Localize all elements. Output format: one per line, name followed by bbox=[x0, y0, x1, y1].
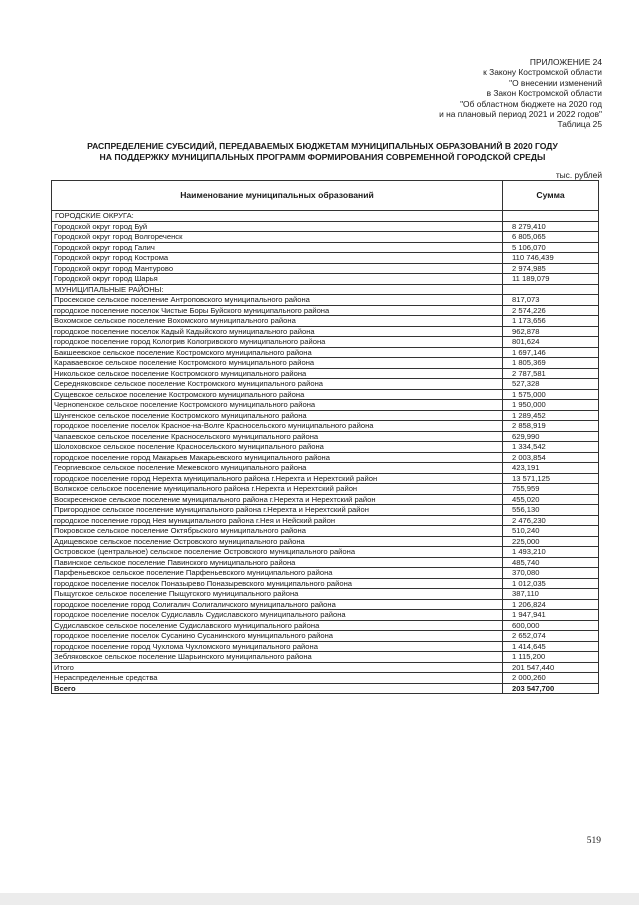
table-row bbox=[52, 484, 599, 495]
amount-value: 1 012,035 bbox=[503, 578, 599, 589]
amount-value: 2 858,919 bbox=[503, 421, 599, 432]
municipality-name: Адищевское сельское поселение Островского муниципального района bbox=[52, 536, 503, 547]
header-line: к Закону Костромской области bbox=[483, 67, 602, 78]
table-row bbox=[52, 410, 599, 421]
table-row bbox=[52, 242, 599, 253]
amount-value: 556,130 bbox=[503, 505, 599, 516]
table-row bbox=[52, 662, 599, 673]
amount-value: 1 493,210 bbox=[503, 547, 599, 558]
table-row bbox=[52, 389, 599, 400]
amount-value: 1 334,542 bbox=[503, 442, 599, 453]
municipality-name: Вохомское сельское поселение Вохомского муниципального района bbox=[52, 316, 503, 327]
scan-edge bbox=[0, 893, 639, 905]
table-row bbox=[52, 494, 599, 505]
municipality-name: Георгиевское сельское поселение Межевского муниципального района bbox=[52, 463, 503, 474]
table-row bbox=[52, 652, 599, 663]
table-row bbox=[52, 431, 599, 442]
municipality-name: городское поселение поселок Сусанино Сусанинского муниципального района bbox=[52, 631, 503, 642]
table-row bbox=[52, 557, 599, 568]
table-row bbox=[52, 347, 599, 358]
table-row bbox=[52, 683, 599, 694]
municipality-name: Пригородное сельское поселение муниципального района г.Нерехта и Нерехтский район bbox=[52, 505, 503, 516]
table-row bbox=[52, 295, 599, 306]
table-row bbox=[52, 568, 599, 579]
table-row bbox=[52, 326, 599, 337]
table-header-row bbox=[52, 181, 599, 211]
municipality-name: Парфеньевское сельское поселение Парфеньевского муниципального района bbox=[52, 568, 503, 579]
amount-value bbox=[503, 284, 599, 295]
table-row bbox=[52, 400, 599, 411]
municipality-name: Итого bbox=[52, 662, 503, 673]
municipality-name: Середняковское сельское поселение Костромского муниципального района bbox=[52, 379, 503, 390]
amount-value: 527,328 bbox=[503, 379, 599, 390]
table-row bbox=[52, 232, 599, 243]
municipality-name: Сущевское сельское поселение Костромского муниципального района bbox=[52, 389, 503, 400]
amount-value: 1 575,000 bbox=[503, 389, 599, 400]
amount-value: 423,191 bbox=[503, 463, 599, 474]
table-row bbox=[52, 589, 599, 600]
amount-value: 2 974,985 bbox=[503, 263, 599, 274]
amount-value: 1 947,941 bbox=[503, 610, 599, 621]
amount-value: 1 206,824 bbox=[503, 599, 599, 610]
municipality-name: городское поселение город Солигалич Солигаличского муниципального района bbox=[52, 599, 503, 610]
amount-value: 1 289,452 bbox=[503, 410, 599, 421]
table-row bbox=[52, 620, 599, 631]
amount-value: 1 950,000 bbox=[503, 400, 599, 411]
amount-value: 2 003,854 bbox=[503, 452, 599, 463]
municipality-name: Караваевское сельское поселение Костромского муниципального района bbox=[52, 358, 503, 369]
table-row bbox=[52, 536, 599, 547]
municipality-name: городское поселение поселок Поназырево Поназыревского муниципального района bbox=[52, 578, 503, 589]
municipality-name: Городской округ город Мантурово bbox=[52, 263, 503, 274]
amount-value: 1 173,656 bbox=[503, 316, 599, 327]
title-line: НА ПОДДЕРЖКУ МУНИЦИПАЛЬНЫХ ПРОГРАММ ФОРМИРОВАНИЯ СОВРЕМЕННОЙ ГОРОДСКОЙ СРЕДЫ bbox=[99, 151, 546, 162]
municipality-name: городское поселение город Нея муниципального района г.Нея и Нейский район bbox=[52, 515, 503, 526]
municipality-name: Пыщугское сельское поселение Пыщугского муниципального района bbox=[52, 589, 503, 600]
table-row bbox=[52, 473, 599, 484]
column-header-name: Наименование муниципальных образований bbox=[52, 181, 503, 211]
appendix-header bbox=[302, 57, 602, 130]
amount-value: 6 805,065 bbox=[503, 232, 599, 243]
amount-value: 2 574,226 bbox=[503, 305, 599, 316]
amount-value: 203 547,700 bbox=[503, 683, 599, 694]
municipality-name: Павинское сельское поселение Павинского муниципального района bbox=[52, 557, 503, 568]
column-header-amount: Сумма bbox=[503, 181, 599, 211]
amount-value: 2 652,074 bbox=[503, 631, 599, 642]
municipality-name: Городской округ город Галич bbox=[52, 242, 503, 253]
table-row bbox=[52, 505, 599, 516]
municipality-name: Чапаевское сельское поселение Красносельского муниципального района bbox=[52, 431, 503, 442]
municipality-name: городское поселение город Кологрив Кологривского муниципального района bbox=[52, 337, 503, 348]
amount-value: 1 115,200 bbox=[503, 652, 599, 663]
amount-value: 817,073 bbox=[503, 295, 599, 306]
amount-value: 1 805,369 bbox=[503, 358, 599, 369]
amount-value: 225,000 bbox=[503, 536, 599, 547]
table-row bbox=[52, 337, 599, 348]
table-row bbox=[52, 631, 599, 642]
header-line: "Об областном бюджете на 2020 год bbox=[460, 98, 602, 109]
amount-value: 5 106,070 bbox=[503, 242, 599, 253]
municipality-name: Чернопенское сельское поселение Костромского муниципального района bbox=[52, 400, 503, 411]
municipality-name: Всего bbox=[52, 683, 503, 694]
municipality-name: городское поселение город Чухлома Чухломского муниципального района bbox=[52, 641, 503, 652]
amount-value: 387,110 bbox=[503, 589, 599, 600]
municipality-name: Просекское сельское поселение Антроповского муниципального района bbox=[52, 295, 503, 306]
subsidy-table bbox=[51, 180, 599, 694]
table-row bbox=[52, 463, 599, 474]
table-row bbox=[52, 547, 599, 558]
table-row bbox=[52, 316, 599, 327]
amount-value: 11 189,079 bbox=[503, 274, 599, 285]
title-line: РАСПРЕДЕЛЕНИЕ СУБСИДИЙ, ПЕРЕДАВАЕМЫХ БЮДЖЕТАМ МУНИЦИПАЛЬНЫХ ОБРАЗОВАНИЙ В 2020 ГОДУ bbox=[87, 141, 558, 151]
table-row bbox=[52, 221, 599, 232]
table-row bbox=[52, 442, 599, 453]
document-title bbox=[40, 141, 605, 162]
municipality-name: Городской округ город Волгореченск bbox=[52, 232, 503, 243]
municipality-name: городское поселение город Макарьев Макарьевского муниципального района bbox=[52, 452, 503, 463]
municipality-name: Шунгенское сельское поселение Костромского муниципального района bbox=[52, 410, 503, 421]
municipality-name: ГОРОДСКИЕ ОКРУГА: bbox=[52, 211, 503, 222]
table-row bbox=[52, 379, 599, 390]
table-row bbox=[52, 578, 599, 589]
table-row bbox=[52, 421, 599, 432]
municipality-name: Бакшеевское сельское поселение Костромского муниципального района bbox=[52, 347, 503, 358]
table-row bbox=[52, 641, 599, 652]
header-line: ПРИЛОЖЕНИЕ 24 bbox=[529, 57, 602, 67]
table-number: Таблица 25 bbox=[557, 119, 602, 130]
amount-value: 600,000 bbox=[503, 620, 599, 631]
units-label: тыс. рублей bbox=[555, 170, 602, 180]
municipality-name: Покровское сельское поселение Октябрьского муниципального района bbox=[52, 526, 503, 537]
amount-value: 2 000,260 bbox=[503, 673, 599, 684]
amount-value bbox=[503, 211, 599, 222]
municipality-name: Волжское сельское поселение муниципального района г.Нерехта и Нерехтский район bbox=[52, 484, 503, 495]
municipality-name: МУНИЦИПАЛЬНЫЕ РАЙОНЫ: bbox=[52, 284, 503, 295]
table-row bbox=[52, 610, 599, 621]
municipality-name: Островское (центральное) сельское поселение Островского муниципального района bbox=[52, 547, 503, 558]
amount-value: 2 476,230 bbox=[503, 515, 599, 526]
municipality-name: городское поселение поселок Чистые Боры Буйского муниципального района bbox=[52, 305, 503, 316]
section-row bbox=[52, 284, 599, 295]
header-line: и на плановый период 2021 и 2022 годов" bbox=[439, 109, 602, 120]
municipality-name: Никольское сельское поселение Костромского муниципального района bbox=[52, 368, 503, 379]
amount-value: 485,740 bbox=[503, 557, 599, 568]
amount-value: 755,959 bbox=[503, 484, 599, 495]
section-row bbox=[52, 211, 599, 222]
municipality-name: городское поселение поселок Красное-на-Волге Красносельского муниципального района bbox=[52, 421, 503, 432]
municipality-name: городское поселение поселок Судиславль Судиславского муниципального района bbox=[52, 610, 503, 621]
amount-value: 1 697,146 bbox=[503, 347, 599, 358]
amount-value: 110 746,439 bbox=[503, 253, 599, 264]
amount-value: 370,080 bbox=[503, 568, 599, 579]
amount-value: 510,240 bbox=[503, 526, 599, 537]
table-row bbox=[52, 368, 599, 379]
municipality-name: городское поселение поселок Кадый Кадыйского муниципального района bbox=[52, 326, 503, 337]
municipality-name: Нераспределенные средства bbox=[52, 673, 503, 684]
table-row bbox=[52, 515, 599, 526]
municipality-name: Городской округ город Кострома bbox=[52, 253, 503, 264]
table-row bbox=[52, 358, 599, 369]
amount-value: 8 279,410 bbox=[503, 221, 599, 232]
table-row bbox=[52, 673, 599, 684]
header-line: в Закон Костромской области bbox=[486, 88, 602, 99]
amount-value: 801,624 bbox=[503, 337, 599, 348]
municipality-name: Воскресенское сельское поселение муниципального района г.Нерехта и Нерехтский район bbox=[52, 494, 503, 505]
table-row bbox=[52, 526, 599, 537]
municipality-name: Шолоховское сельское поселение Красносельского муниципального района bbox=[52, 442, 503, 453]
amount-value: 455,020 bbox=[503, 494, 599, 505]
header-line: "О внесении изменений bbox=[509, 77, 602, 88]
municipality-name: городское поселение город Нерехта муниципального района г.Нерехта и Нерехтский район bbox=[52, 473, 503, 484]
table-row bbox=[52, 263, 599, 274]
municipality-name: Городской округ город Буй bbox=[52, 221, 503, 232]
amount-value: 1 414,645 bbox=[503, 641, 599, 652]
amount-value: 2 787,581 bbox=[503, 368, 599, 379]
municipality-name: Судиславское сельское поселение Судиславского муниципального района bbox=[52, 620, 503, 631]
amount-value: 13 571,125 bbox=[503, 473, 599, 484]
table-row bbox=[52, 599, 599, 610]
table-row bbox=[52, 452, 599, 463]
amount-value: 629,990 bbox=[503, 431, 599, 442]
table-row bbox=[52, 253, 599, 264]
amount-value: 962,878 bbox=[503, 326, 599, 337]
page-number: 519 bbox=[586, 836, 601, 846]
table-row bbox=[52, 274, 599, 285]
table-body bbox=[52, 211, 599, 694]
table-row bbox=[52, 305, 599, 316]
amount-value: 201 547,440 bbox=[503, 662, 599, 673]
municipality-name: Городской округ город Шарья bbox=[52, 274, 503, 285]
municipality-name: Зебляковское сельское поселение Шарьинского муниципального района bbox=[52, 652, 503, 663]
